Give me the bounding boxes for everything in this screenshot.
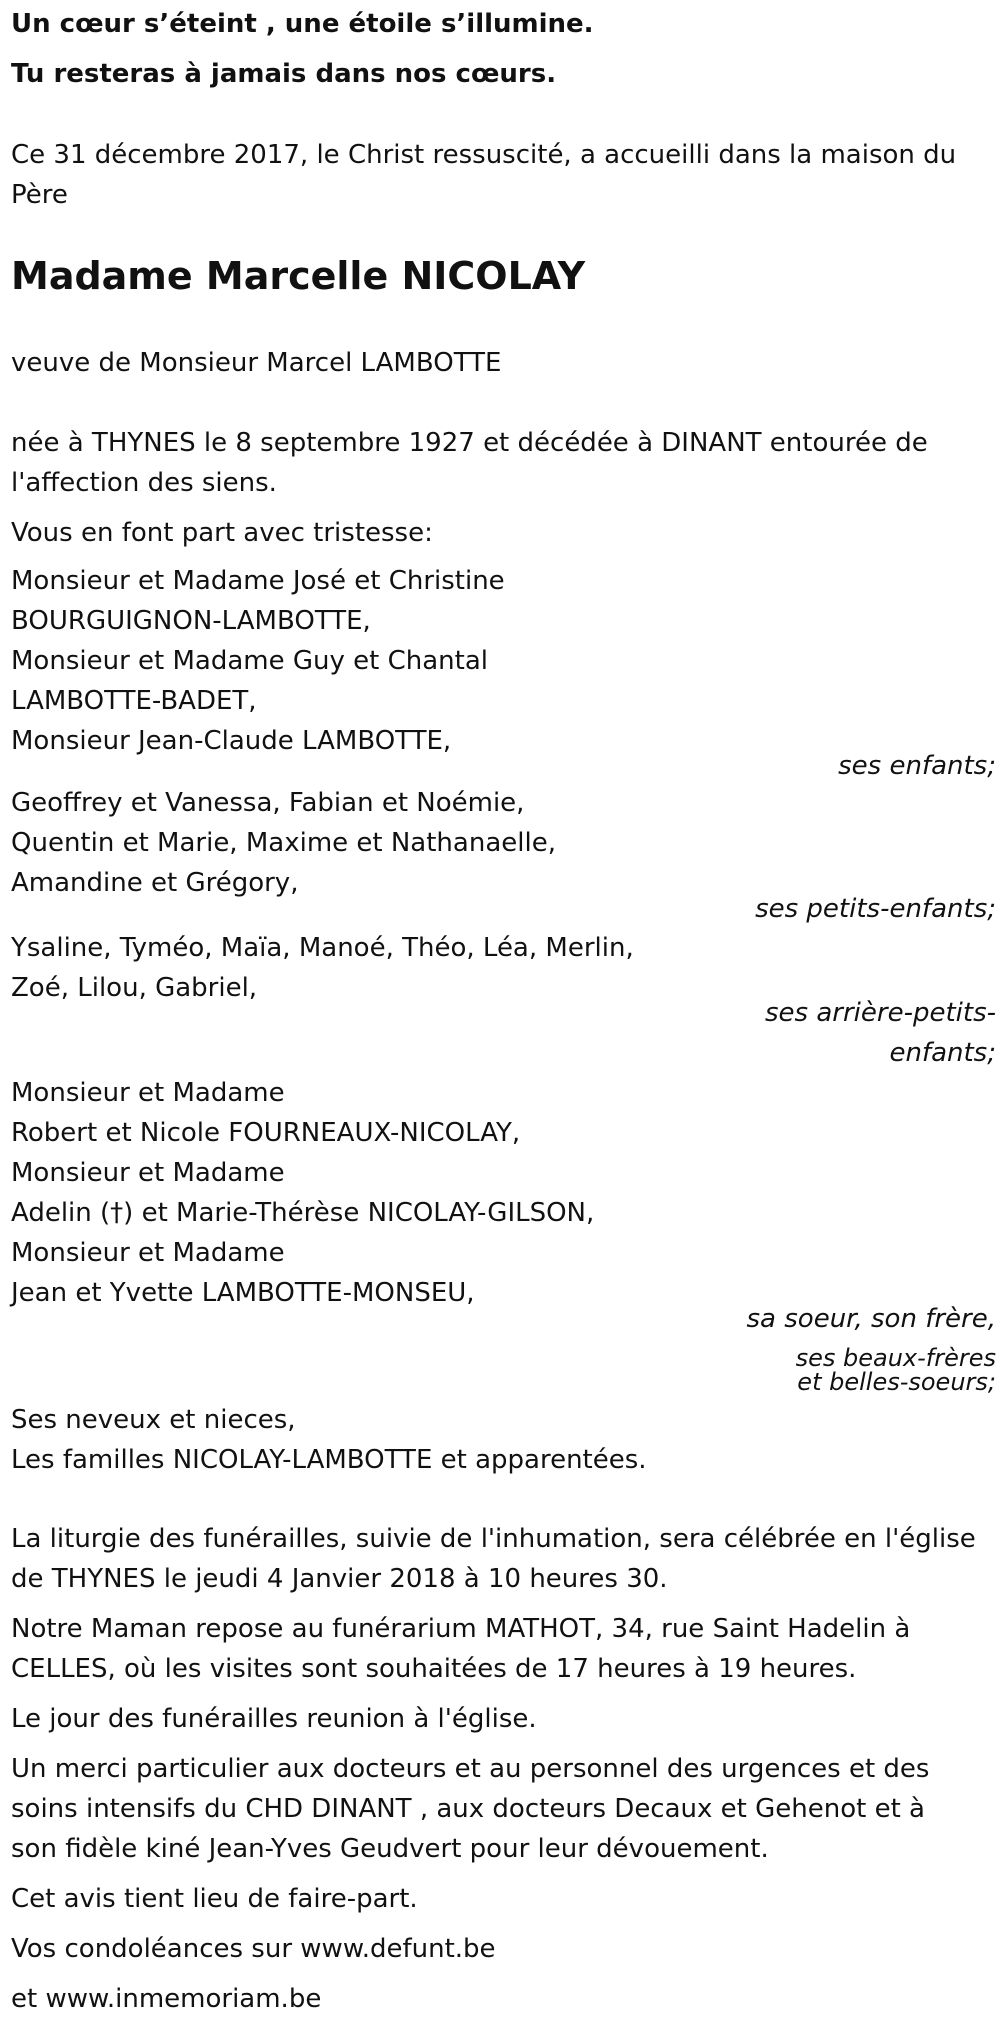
thanks-line-2: soins intensifs du CHD DINANT , aux docteurs Decaux et Gehenot et à — [11, 1794, 925, 1824]
list-item: Robert et Nicole FOURNEAUX-NICOLAY, — [11, 1118, 521, 1148]
birth-line-2: l'affection des siens. — [11, 468, 277, 498]
thanks-line-3: son fidèle kiné Jean-Yves Geudvert pour leur dévouement. — [11, 1834, 769, 1864]
thanks-line-1: Un merci particulier aux docteurs et au personnel des urgences et des — [11, 1754, 930, 1784]
list-item: Monsieur et Madame — [11, 1238, 285, 1268]
liturgy-line-1: La liturgie des funérailles, suivie de l'inhumation, sera célébrée en l'église — [11, 1524, 976, 1554]
list-item: Monsieur Jean-Claude LAMBOTTE, — [11, 726, 452, 756]
list-item: Quentin et Marie, Maxime et Nathanaelle, — [11, 828, 556, 858]
great-grandchildren-role-line-2: enfants; — [889, 1038, 996, 1068]
intro-line-2: Père — [11, 180, 68, 210]
header-line-1: Un cœur s’éteint , une étoile s’illumine. — [11, 9, 594, 39]
announce-line: Vous en font part avec tristesse: — [11, 518, 433, 548]
relatives-line-1: Ses neveux et nieces, — [11, 1405, 296, 1435]
list-item: Monsieur et Madame José et Christine — [11, 566, 505, 596]
children-list — [11, 561, 996, 761]
list-item: Monsieur et Madame — [11, 1158, 285, 1188]
list-item: Geoffrey et Vanessa, Fabian et Noémie, — [11, 788, 525, 818]
header-line-2: Tu resteras à jamais dans nos cœurs. — [11, 59, 557, 89]
siblings-list — [11, 1073, 996, 1313]
widow-line: veuve de Monsieur Marcel LAMBOTTE — [11, 348, 502, 378]
siblings-role-line-2: ses beaux-frères — [795, 1344, 996, 1372]
children-role: ses enfants; — [838, 751, 996, 781]
deceased-name: Madame Marcelle NICOLAY — [11, 254, 586, 298]
notice-line: Cet avis tient lieu de faire-part. — [11, 1884, 418, 1914]
list-item: LAMBOTTE-BADET, — [11, 686, 257, 716]
condolences-line-2: et www.inmemoriam.be — [11, 1984, 322, 2014]
list-item: Zoé, Lilou, Gabriel, — [11, 973, 258, 1003]
meeting-line: Le jour des funérailles reunion à l'église. — [11, 1704, 537, 1734]
grandchildren-role: ses petits-enfants; — [755, 894, 996, 924]
intro-line-1: Ce 31 décembre 2017, le Christ ressuscité, a accueilli dans la maison du — [11, 140, 957, 170]
siblings-role-line-3: et belles-soeurs; — [797, 1368, 996, 1396]
list-item: Adelin (†) et Marie-Thérèse NICOLAY-GILSON, — [11, 1198, 595, 1228]
condolences-line: Vos condoléances sur www.defunt.be — [11, 1934, 496, 1964]
rest-line-1: Notre Maman repose au funérarium MATHOT, 34, rue Saint Hadelin à — [11, 1614, 911, 1644]
rest-line-2: CELLES, où les visites sont souhaitées de 17 heures à 19 heures. — [11, 1654, 857, 1684]
birth-line-1: née à THYNES le 8 septembre 1927 et décédée à DINANT entourée de — [11, 428, 928, 458]
list-item: Jean et Yvette LAMBOTTE-MONSEU, — [11, 1278, 475, 1308]
list-item: Monsieur et Madame Guy et Chantal — [11, 646, 488, 676]
grandchildren-list — [11, 783, 996, 903]
great-grandchildren-role-line-1: ses arrière-petits- — [765, 998, 996, 1028]
list-item: Ysaline, Tyméo, Maïa, Manoé, Théo, Léa, Merlin, — [11, 933, 634, 963]
relatives-line-2: Les familles NICOLAY-LAMBOTTE et apparentées. — [11, 1445, 647, 1475]
list-item: BOURGUIGNON-LAMBOTTE, — [11, 606, 371, 636]
list-item: Amandine et Grégory, — [11, 868, 299, 898]
siblings-role-line-1: sa soeur, son frère, — [746, 1304, 996, 1334]
liturgy-line-2: de THYNES le jeudi 4 Janvier 2018 à 10 heures 30. — [11, 1564, 668, 1594]
list-item: Monsieur et Madame — [11, 1078, 285, 1108]
